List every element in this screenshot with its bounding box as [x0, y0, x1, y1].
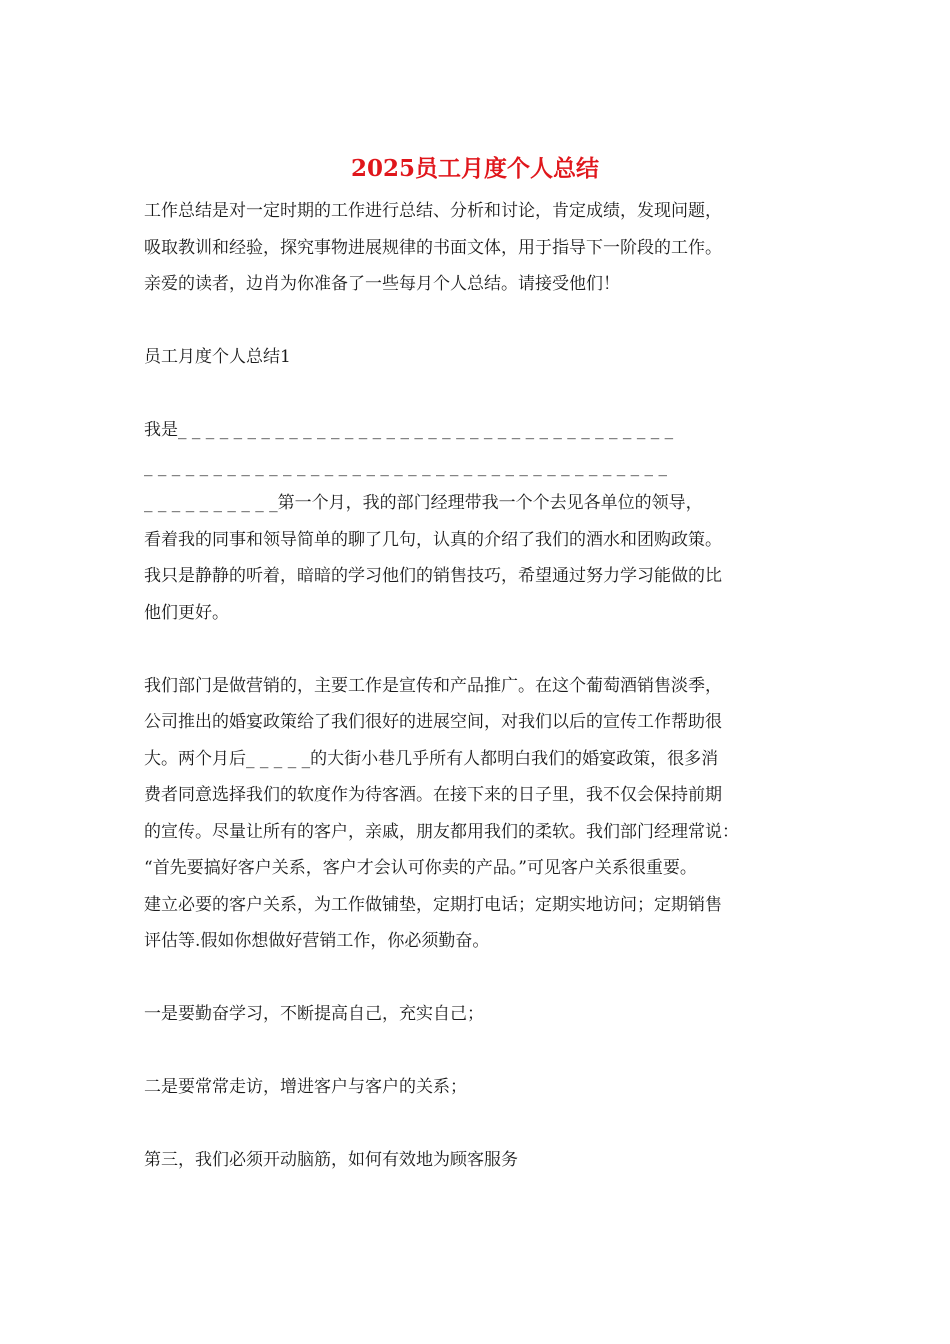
point-line: 二是要常常走访，增进客户与客户的关系； [144, 1077, 467, 1097]
paragraph-line: 看着我的同事和领导简单的聊了几句，认真的介绍了我们的酒水和团购政策。 [144, 529, 722, 550]
paragraph-gap [144, 376, 810, 413]
paragraph-line: 的宣传。尽量让所有的客户，亲戚，朋友都用我们的柔软。我们部门经理常说： [144, 821, 739, 842]
paragraph-gap [144, 960, 810, 997]
paragraph-line: 建立必要的客户关系，为工作做铺垫，定期打电话；定期实地访问；定期销售 [144, 894, 722, 915]
paragraph-line: 费者同意选择我们的软度作为待客酒。在接下来的日子里，我不仅会保持前期 [144, 785, 722, 805]
paragraph-line: 我只是静静的听着，暗暗的学习他们的销售技巧，希望通过努力学习能做的比 [144, 566, 722, 586]
paragraph-line: 评估等.假如你想做好营销工作，你必须勤奋。 [144, 931, 490, 951]
paragraph-line: _ _ _ _ _ _ _ _ _ _第一个月，我的部门经理带我一个个去见各单位的领导， [144, 493, 703, 513]
paragraph-line: 大。两个月后_ _ _ _ _的大街小巷几乎所有人都明白我们的婚宴政策，很多消 [144, 748, 719, 769]
paragraph-line: _ _ _ _ _ _ _ _ _ _ _ _ _ _ _ _ _ _ _ _ _ _ _ _ _ _ _ _ _ _ _ _ _ _ _ _ _ _ [144, 456, 667, 477]
paragraph-line: 他们更好。 [144, 602, 229, 623]
point-line: 第三，我们必须开动脑筋，如何有效地为顾客服务 [144, 1150, 518, 1170]
intro-line: 亲爱的读者，边肖为你准备了一些每月个人总结。请接受他们！ [144, 274, 620, 294]
paragraph-gap [144, 303, 810, 340]
point-line: 一是要勤奋学习，不断提高自己，充实自己； [144, 1004, 484, 1024]
paragraph-gap [144, 631, 810, 668]
document-title: 2025员工月度个人总结 [350, 155, 599, 182]
intro-line: 工作总结是对一定时期的工作进行总结、分析和讨论，肯定成绩，发现问题， [144, 201, 722, 221]
document-body [144, 193, 810, 1179]
paragraph-line: 公司推出的婚宴政策给了我们很好的进展空间，对我们以后的宣传工作帮助很 [144, 712, 722, 732]
paragraph-gap [144, 1106, 810, 1143]
intro-line: 吸取教训和经验，探究事物进展规律的书面文体，用于指导下一阶段的工作。 [144, 237, 722, 258]
section-heading: 员工月度个人总结1 [144, 347, 291, 367]
paragraph-line: “首先要搞好客户关系，客户才会认可你卖的产品。”可见客户关系很重要。 [144, 858, 697, 878]
paragraph-gap [144, 1033, 810, 1070]
paragraph-line: 我是_ _ _ _ _ _ _ _ _ _ _ _ _ _ _ _ _ _ _ _ _ _ _ _ _ _ _ _ _ _ _ _ _ _ _ _ [144, 420, 674, 440]
paragraph-line: 我们部门是做营销的，主要工作是宣传和产品推广。在这个葡萄酒销售淡季， [144, 675, 722, 696]
